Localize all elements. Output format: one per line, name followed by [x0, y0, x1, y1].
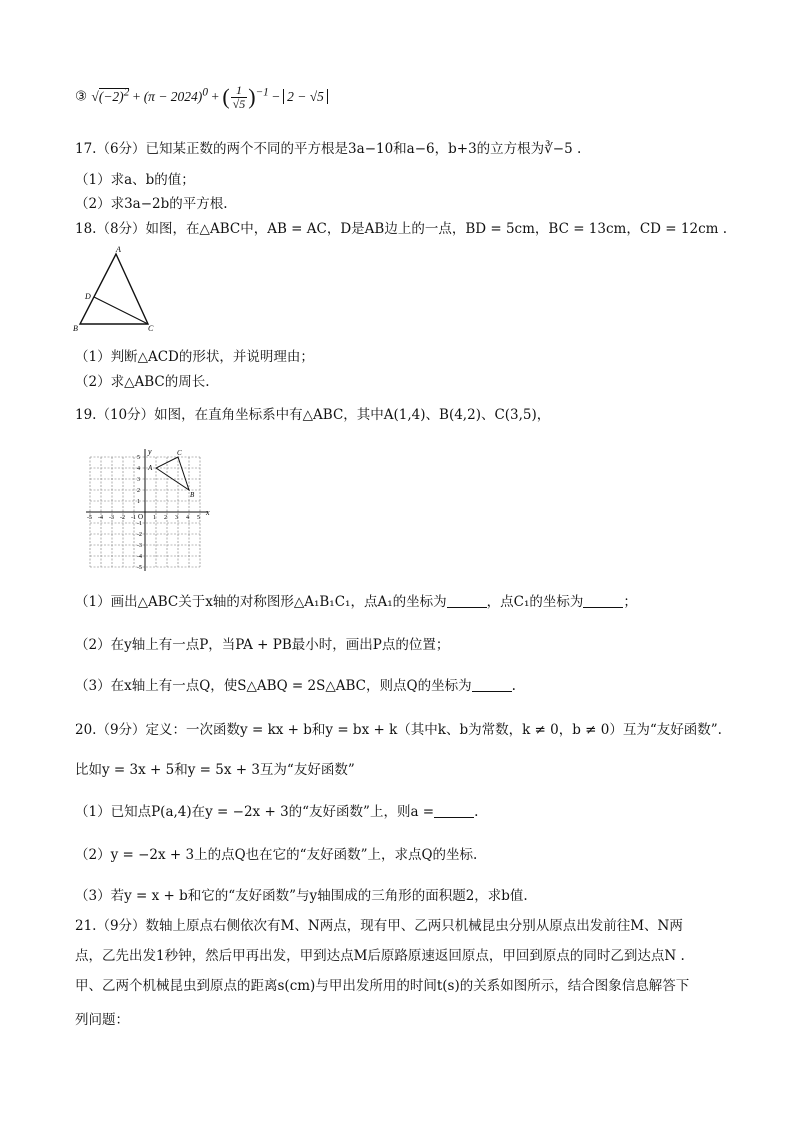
point-labels [147, 449, 195, 499]
q17-part1: （1）求a、b的值； [75, 172, 195, 188]
item3-marker: ③ [75, 88, 88, 105]
x-tick-label: -4 [98, 515, 103, 521]
segment-cd [94, 297, 148, 324]
q19-part1 [75, 592, 637, 612]
item3-frac-num: 1 [231, 84, 248, 98]
x-tick-label: -3 [109, 515, 114, 521]
q20-part1-text-b: . [474, 804, 479, 820]
x-axis-label: x [206, 508, 210, 517]
item3-expr-b-sup: 0 [202, 86, 208, 98]
x-tick-label: -1 [131, 515, 136, 521]
q20-part3: （3）若y = x + b和它的“友好函数”与y轴围成的三角形的面积题2，求b值. [75, 888, 528, 904]
y-tick-label: 5 [137, 455, 140, 461]
q19-coordinate-grid [80, 445, 220, 580]
y-tick-label: -1 [137, 521, 142, 527]
x-tick-label: 2 [164, 515, 167, 521]
q19-part1-text-b: ，点C₁的坐标为 [486, 594, 584, 610]
x-tick-label: 4 [186, 515, 189, 521]
answer-blank-a1[interactable] [447, 593, 487, 608]
q19-part1-text-c: ； [623, 594, 637, 610]
q19-part3-text: （3）在x轴上有一点Q，使S△ABQ = 2S△ABC，则点Q的坐标为 [75, 678, 472, 694]
item3-expr-a: (−2) [98, 88, 124, 104]
label-d: D [85, 292, 91, 301]
item3-expr-d: 2 − √5 [283, 89, 328, 104]
q20-part1 [75, 802, 478, 822]
q18-part2: （2）求△ABC的周长. [75, 374, 210, 390]
triangle-abc [80, 254, 148, 324]
y-tick-label: -3 [137, 543, 142, 549]
q17-stem: 17.（6分）已知某正数的两个不同的平方根是3a−10和a−6，b+3的立方根为∛−5 . [75, 141, 582, 157]
q19-part3 [75, 676, 516, 696]
answer-blank-c1[interactable] [583, 593, 623, 608]
q19-stem: 19.（10分）如图，在直角坐标系中有△ABC，其中A(1,4)、B(4,2)、C(3,5)， [75, 407, 551, 423]
answer-blank-q[interactable] [472, 677, 512, 692]
q19-part3-text-b: . [511, 678, 516, 694]
point-label-c: C [177, 449, 182, 457]
y-tick-label: -2 [137, 532, 142, 538]
q18-triangle-figure [72, 244, 162, 334]
q18-part1: （1）判断△ACD的形状，并说明理由； [75, 349, 314, 365]
q21-line4: 列问题： [75, 1012, 129, 1028]
y-tick-label: 4 [137, 466, 140, 472]
y-tick-label: 3 [137, 477, 140, 483]
answer-blank-a[interactable] [434, 803, 474, 818]
label-a: A [116, 245, 121, 254]
q21-line1: 21.（9分）数轴上原点右侧依次有M、N两点，现有甲、乙两只机械昆虫分别从原点出发前往M、N两 [75, 918, 683, 934]
point-label-a: A [148, 464, 153, 472]
y-tick-label: 1 [137, 499, 140, 505]
y-tick-label: -4 [137, 554, 142, 560]
q20-stem: 20.（9分）定义：一次函数y = kx + b和y = bx + k（其中k、b为常数，k ≠ 0，b ≠ 0）互为“友好函数”. [75, 722, 722, 738]
y-tick-label: -5 [137, 565, 142, 571]
q17-part2: （2）求3a−2b的平方根. [75, 196, 228, 212]
triangle-abc-graph [156, 457, 189, 490]
y-tick-label: 2 [137, 488, 140, 494]
q20-example: 比如y = 3x + 5和y = 5x + 3互为“友好函数” [75, 762, 355, 778]
item3-expr-a-sup: 2 [123, 86, 130, 98]
label-c: C [148, 324, 154, 333]
x-tick-label: -5 [87, 515, 92, 521]
y-axis-label: y [148, 447, 152, 456]
q19-part1-text: （1）画出△ABC关于x轴的对称图形△A₁B₁C₁，点A₁的坐标为 [75, 594, 447, 610]
item3-expr-c-sup: −1 [255, 86, 269, 98]
point-label-b: B [190, 491, 195, 499]
q21-line3: 甲、乙两个机械昆虫到原点的距离s(cm)与甲出发所用的时间t(s)的关系如图所示，结合图象信息解答下 [75, 978, 690, 994]
q21-line2: 点，乙先出发1秒钟，然后甲再出发，甲到达点M后原路原速返回原点，甲回到原点的同时乙到达点N . [75, 948, 685, 964]
q20-part2: （2）y = −2x + 3上的点Q也在它的“友好函数”上，求点Q的坐标. [75, 847, 478, 863]
q20-part1-text: （1）已知点P(a,4)在y = −2x + 3的“友好函数”上，则a = [75, 804, 435, 820]
item3-frac-den: √5 [232, 96, 246, 111]
q19-part2: （2）在y轴上有一点P，当PA + PB最小时，画出P点的位置； [75, 637, 450, 653]
item3-expr-b: (π − 2024) [143, 88, 203, 104]
x-tick-label: 1 [153, 515, 156, 521]
x-tick-label: -2 [120, 515, 125, 521]
item3-expression: ③ $√(-2)^2 + (\pi - 2024)^0$ + ( $\frac{1}{√5}$ )$^{-1}$ − 2 − √5 [75, 82, 328, 111]
x-tick-label: 3 [175, 515, 178, 521]
label-b: B [73, 324, 78, 333]
q18-stem: 18.（8分）如图，在△ABC中，AB = AC，D是AB边上的一点，BD = 5cm，BC = 13cm，CD = 12cm . [75, 221, 728, 237]
origin-label: O [138, 513, 144, 521]
x-tick-label: 5 [197, 515, 200, 521]
